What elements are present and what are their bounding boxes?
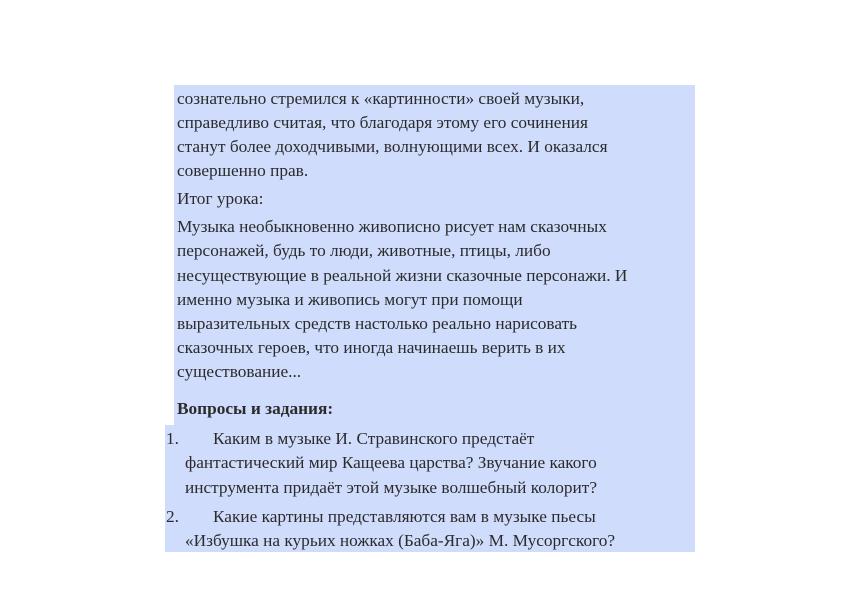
text-line: существование... [177,362,302,381]
text-line: сказочных героев, что иногда начинаешь верить в их [177,338,566,357]
text-line: именно музыка и живопись могут при помощи [177,290,523,309]
text-line: сознательно стремился к «картинности» своей музыки, [177,89,585,108]
text-line: выразительных средств настолько реально нарисовать [177,314,578,333]
text-line: несуществующие в реальной жизни сказочные персонажи. И [177,266,628,285]
text-line: станут более доходчивыми, волнующими всех. И оказался [177,137,608,156]
text-line: персонажей, будь то люди, животные, птицы, либо [177,241,551,260]
text-line: Музыка необыкновенно живописно рисует нам сказочных [177,217,607,236]
questions-heading: Вопросы и задания: [177,399,334,418]
list-number: 2. [166,507,179,526]
text-line: справедливо считая, что благодаря этому его сочинения [177,113,588,132]
text-line: фантастический мир Кащеева царства? Звучание какого [185,453,597,472]
text-line: инструмента придаёт этой музыке волшебный колорит? [185,478,598,497]
list-number: 1. [166,429,179,448]
text-line: Какие картины представляются вам в музыке пьесы [213,507,596,526]
text-line: Каким в музыке И. Стравинского предстаёт [213,429,535,448]
text-line: совершенно прав. [177,161,309,180]
text-line: «Избушка на курьих ножках (Баба-Яга)» М. Мусоргского? [185,531,616,550]
summary-heading: Итог урока: [177,189,264,208]
